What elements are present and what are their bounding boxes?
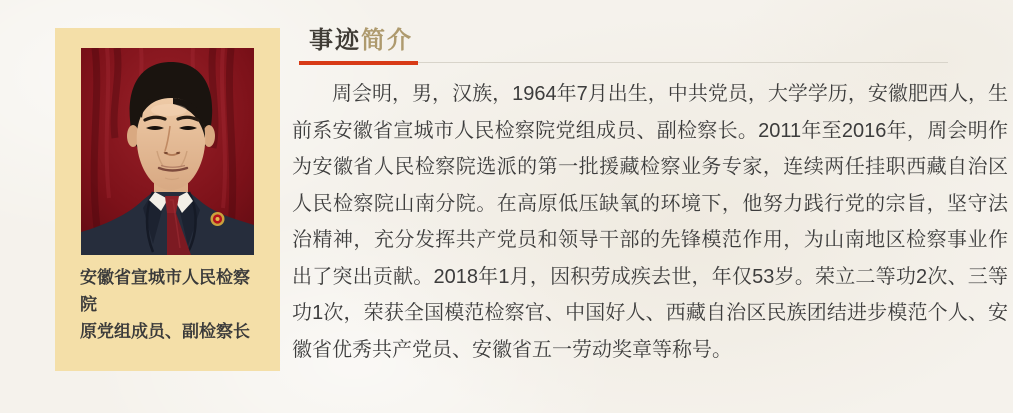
nostril-left — [164, 152, 168, 154]
photo-caption — [80, 264, 260, 345]
section-title — [292, 28, 1008, 54]
portrait-photo — [81, 48, 254, 255]
caption-position: 原党组成员、副检察长 — [80, 322, 250, 341]
accent-underline — [299, 61, 418, 65]
biography-section — [292, 0, 1008, 368]
portrait-illustration — [81, 48, 254, 255]
section-title-part1: 事迹 — [309, 27, 361, 54]
nostril-right — [176, 152, 180, 154]
title-underline — [292, 61, 1008, 65]
section-title-part2: 简介 — [361, 27, 413, 54]
forehead-highlight — [151, 104, 187, 116]
procuratorate-badge-icon — [211, 212, 225, 226]
caption-organization: 安徽省宣城市人民检察院 — [80, 268, 250, 314]
biography-text: 周会明，男，汉族，1964年7月出生，中共党员，大学学历，安徽肥西人，生前系安徽省宣城市人民检察院党组成员、副检察长。2011年至2016年，周会明作为安徽省人民检察院选派的第一批援藏检察业务专家，连续两任挂职西藏自治区人民检察院山南分院。在高原低压缺氧的环境下，他努力践行党的宗旨，坚守法治精神，充分发挥共产党员和领导干部的先锋模范作用，为山南地区检察事业作出了突出贡献。2018年1月，因积劳成疾去世，年仅53岁。荣立二等功2次、三等功1次，荣获全国模范检察官、中国好人、西藏自治区民族团结进步模范个人、安徽省优秀共产党员、安徽省五一劳动奖章等称号。 — [292, 83, 1008, 361]
profile-card — [55, 28, 280, 371]
